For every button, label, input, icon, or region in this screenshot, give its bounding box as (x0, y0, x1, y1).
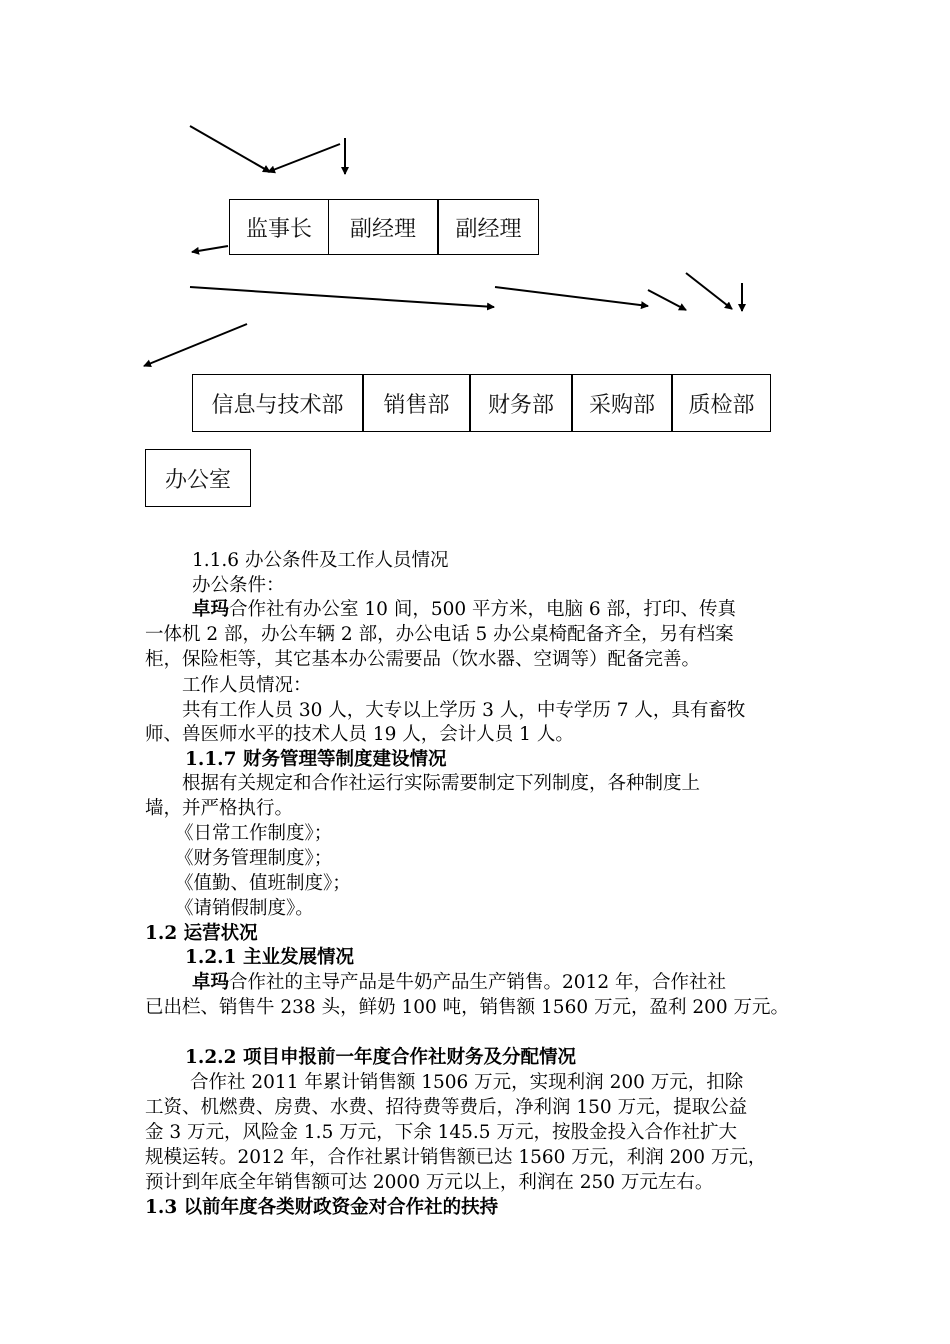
office-paragraph-line-1 (192, 597, 736, 622)
arrow (144, 324, 247, 366)
staff-label: 工作人员情况： (182, 675, 312, 696)
staff-paragraph-line-2: 师、兽医师水平的技术人员 19 人，会计人员 1 人。 (145, 724, 574, 745)
office-conditions-label: 办公条件： (192, 575, 285, 596)
box-sales-dept: 销售部 (363, 374, 470, 432)
finance-paragraph-line-3: 金 3 万元，风险金 1.5 万元，下余 145.5 万元，按股金投入合作社扩大 (145, 1122, 737, 1143)
arrow (495, 287, 648, 306)
rule-item-4: 《请销假制度》。 (175, 898, 314, 919)
rules-paragraph-line-2: 墙，并严格执行。 (145, 798, 294, 819)
heading-1-1-7: 1.1.7 财务管理等制度建设情况 (185, 749, 447, 770)
rules-paragraph-line-1: 根据有关规定和合作社运行实际需要制定下列制度，各种制度上 (182, 773, 701, 794)
business-paragraph-line-2: 已出栏、销售牛 238 头，鲜奶 100 吨，销售额 1560 万元，盈利 200 万元。 (145, 997, 790, 1018)
heading-1-3: 1.3 以前年度各类财政资金对合作社的扶持 (145, 1197, 499, 1218)
box-info-tech-dept: 信息与技术部 (192, 374, 363, 432)
arrow (268, 144, 340, 172)
box-supervisor: 监事长 (229, 199, 329, 255)
box-purchase-dept: 采购部 (572, 374, 672, 432)
office-paragraph-line-3: 柜，保险柜等，其它基本办公需要品（饮水器、空调等）配备完善。 (145, 649, 701, 670)
arrow (192, 246, 228, 252)
box-qc-dept: 质检部 (672, 374, 771, 432)
box-deputy-manager-2: 副经理 (438, 199, 539, 255)
heading-1-2: 1.2 运营状况 (145, 923, 258, 944)
business-paragraph-line-1 (192, 970, 726, 995)
arrow (686, 273, 732, 309)
box-office: 办公室 (145, 449, 251, 507)
arrow (190, 126, 270, 172)
arrow (648, 290, 686, 310)
box-finance-dept: 财务部 (470, 374, 572, 432)
heading-1-2-2: 1.2.2 项目申报前一年度合作社财务及分配情况 (185, 1047, 576, 1068)
finance-paragraph-line-4: 规模运转。2012 年，合作社累计销售额已达 1560 万元，利润 200 万元， (145, 1147, 767, 1168)
arrow (190, 287, 494, 307)
office-paragraph-line-2: 一体机 2 部，办公车辆 2 部，办公电话 5 办公桌椅配备齐全，另有档案 (145, 624, 734, 645)
rule-item-2: 《财务管理制度》； (175, 848, 333, 869)
heading-1-1-6: 1.1.6 办公条件及工作人员情况 (192, 550, 449, 571)
business-line-1-text: 合作社的主导产品是牛奶产品生产销售。2012 年，合作社社 (229, 972, 726, 993)
finance-paragraph-line-1: 合作社 2011 年累计销售额 1506 万元，实现利润 200 万元，扣除 (190, 1072, 744, 1093)
office-line-1-text: 合作社有办公室 10 间，500 平方米，电脑 6 部，打印、传真 (229, 599, 737, 620)
finance-paragraph-line-5: 预计到年底全年销售额可达 2000 万元以上，利润在 250 万元左右。 (145, 1172, 714, 1193)
coop-name: 卓玛 (192, 972, 230, 993)
org-chart-arrows (0, 0, 950, 560)
heading-1-2-1: 1.2.1 主业发展情况 (185, 947, 354, 968)
coop-name: 卓玛 (192, 599, 230, 620)
rule-item-3: 《值勤、值班制度》； (175, 873, 351, 894)
staff-paragraph-line-1: 共有工作人员 30 人，大专以上学历 3 人，中专学历 7 人，具有畜牧 (182, 700, 746, 721)
finance-paragraph-line-2: 工资、机燃费、房费、水费、招待费等费后，净利润 150 万元，提取公益 (145, 1097, 748, 1118)
rule-item-1: 《日常工作制度》； (175, 823, 333, 844)
box-deputy-manager-1: 副经理 (328, 199, 438, 255)
